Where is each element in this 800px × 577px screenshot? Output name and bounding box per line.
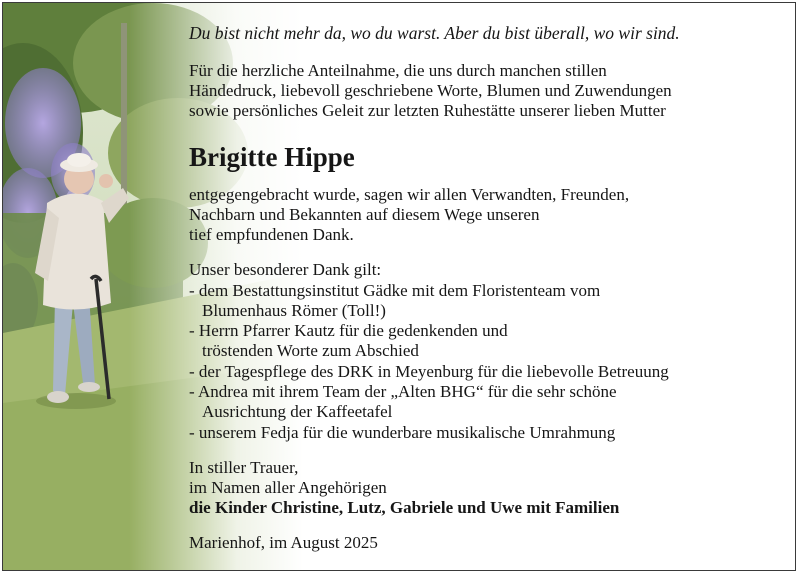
special-thanks-item: - unserem Fedja für die wunderbare musikalische Umrahmung — [189, 423, 616, 442]
intro-line: Händedruck, liebevoll geschriebene Worte, Blumen und Zuwendungen — [189, 81, 672, 100]
obituary-notice — [2, 2, 796, 571]
thanks-line: tief empfundenen Dank. — [189, 225, 354, 244]
special-thanks-item: Blumenhaus Römer (Toll!) — [202, 301, 386, 320]
intro-line: sowie persönliches Geleit zur letzten Ruhestätte unserer lieben Mutter — [189, 101, 666, 120]
special-thanks-item: - Herrn Pfarrer Kautz für die gedenkenden und — [189, 321, 508, 340]
special-thanks-item: tröstenden Worte zum Abschied — [202, 341, 419, 360]
deceased-name: Brigitte Hippe — [189, 142, 355, 172]
place-date: Marienhof, im August 2025 — [189, 533, 378, 552]
family-signature: die Kinder Christine, Lutz, Gabriele und Uwe mit Familien — [189, 498, 620, 517]
special-thanks-heading: Unser besonderer Dank gilt: — [189, 260, 382, 279]
special-thanks-item: - Andrea mit ihrem Team der „Alten BHG“ für die sehr schöne — [189, 382, 617, 401]
special-thanks-item: - der Tagespflege des DRK in Meyenburg für die liebevolle Betreuung — [189, 362, 669, 381]
thanks-line: Nachbarn und Bekannten auf diesem Wege unseren — [189, 205, 540, 224]
thanks-line: entgegengebracht wurde, sagen wir allen Verwandten, Freunden, — [189, 185, 630, 204]
mourning-line: In stiller Trauer, — [189, 458, 299, 477]
mourning-line: im Namen aller Angehörigen — [189, 478, 387, 497]
special-thanks-item: Ausrichtung der Kaffeetafel — [202, 402, 393, 421]
intro-line: Für die herzliche Anteilnahme, die uns durch manchen stillen — [189, 61, 607, 80]
special-thanks-item: - dem Bestattungsinstitut Gädke mit dem Floristenteam vom — [189, 281, 601, 300]
memorial-quote: Du bist nicht mehr da, wo du warst. Aber du bist überall, wo wir sind. — [189, 23, 680, 43]
